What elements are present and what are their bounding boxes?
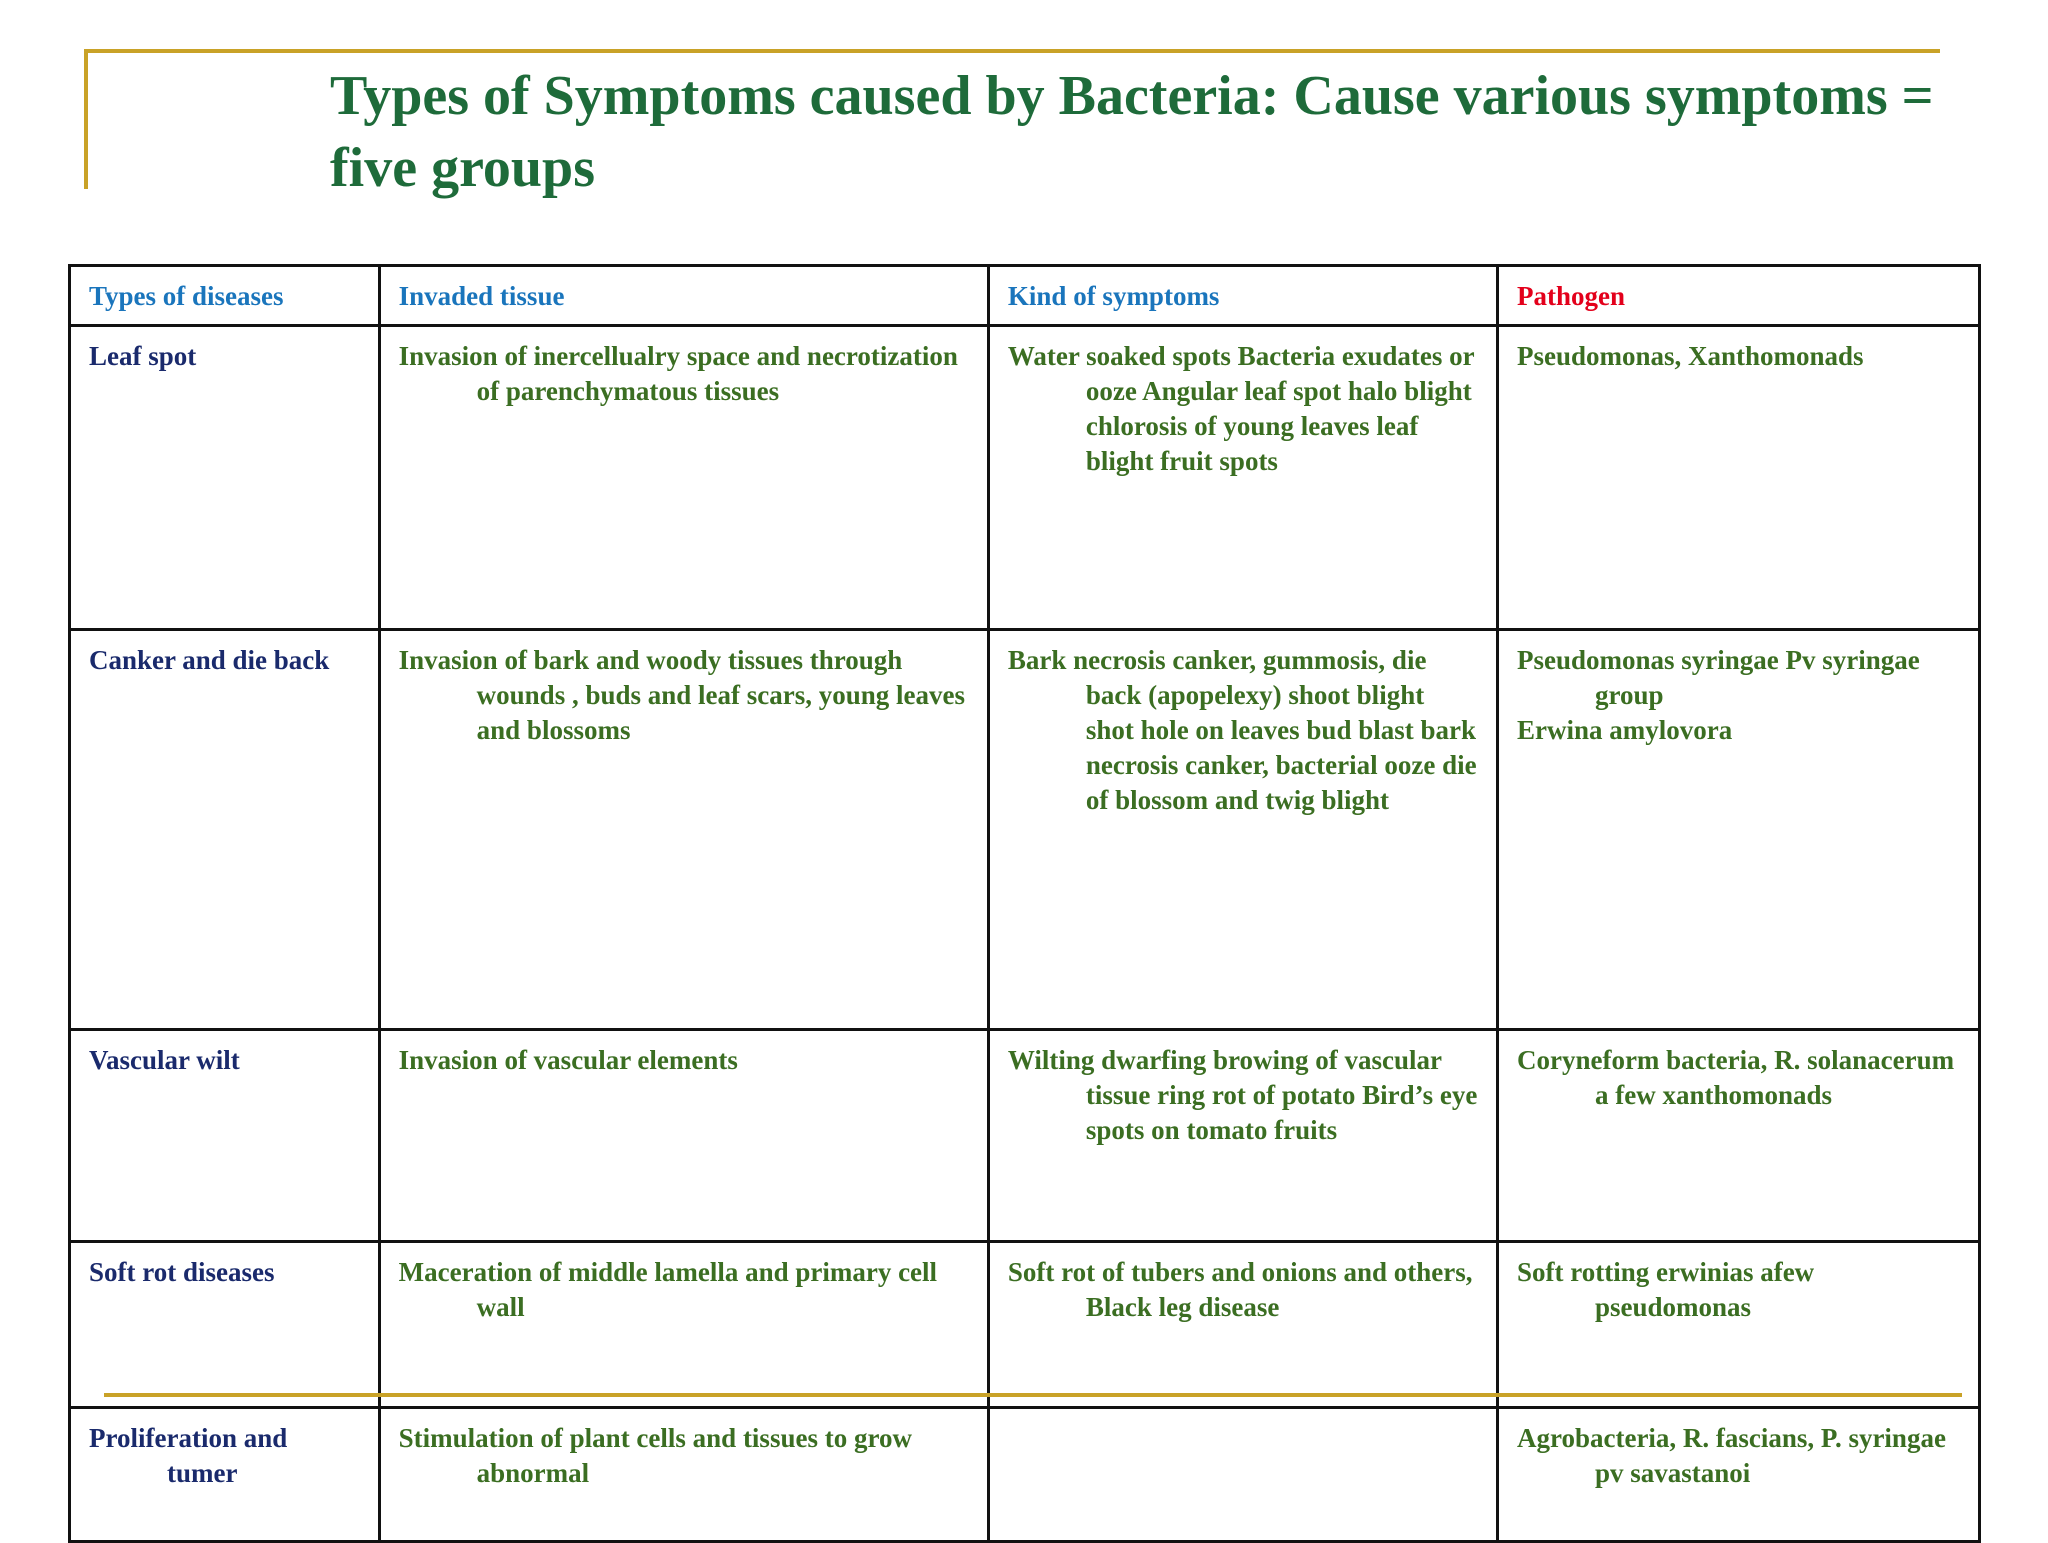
invaded-tissue-text: Invasion of vascular elements bbox=[398, 1045, 738, 1075]
header-types-of-diseases: Types of diseases bbox=[70, 266, 380, 326]
invaded-tissue-cell bbox=[379, 1030, 988, 1242]
gold-accent-line-left bbox=[84, 49, 88, 189]
symptoms-text: Wilting dwarfing browing of vascular tissue ring rot of potato Bird’s eye spots on tomato fruits bbox=[1007, 1045, 1478, 1145]
pathogen-cell bbox=[1497, 326, 1979, 630]
symptoms-cell bbox=[988, 326, 1497, 630]
table-row bbox=[70, 1408, 1980, 1542]
disease-table-container bbox=[68, 264, 1981, 1543]
disease-type-text: Canker and die back bbox=[89, 645, 330, 675]
disease-type-cell bbox=[70, 1030, 380, 1242]
pathogen-cell bbox=[1497, 1242, 1979, 1408]
gold-accent-line-bottom bbox=[104, 1393, 1962, 1397]
invaded-tissue-text: Maceration of middle lamella and primary cell wall bbox=[398, 1257, 938, 1322]
disease-type-cell bbox=[70, 1242, 380, 1408]
table-row bbox=[70, 1242, 1980, 1408]
disease-type-text: Soft rot diseases bbox=[89, 1257, 275, 1287]
pathogen-text: Erwina amylovora bbox=[1516, 715, 1733, 745]
pathogen-text: Soft rotting erwinias afew pseudomonas bbox=[1516, 1257, 1815, 1322]
symptoms-cell bbox=[988, 1030, 1497, 1242]
symptoms-text: Water soaked spots Bacteria exudates or ooze Angular leaf spot halo blight chlorosis of young leaves leaf blight fruit spots bbox=[1007, 341, 1475, 476]
pathogen-text: Pseudomonas syringae Pv syringae group bbox=[1516, 645, 1920, 710]
slide-title: Types of Symptoms caused by Bacteria: Cause various symptoms = five groups bbox=[330, 65, 1934, 199]
disease-table bbox=[68, 264, 1981, 1543]
header-pathogen: Pathogen bbox=[1497, 266, 1979, 326]
header-invaded-tissue: Invaded tissue bbox=[379, 266, 988, 326]
disease-type-cell bbox=[70, 1408, 380, 1542]
pathogen-text: Pseudomonas, Xanthomonads bbox=[1516, 341, 1864, 371]
pathogen-text: Coryneform bacteria, R. solanacerum a few xanthomonads bbox=[1516, 1045, 1955, 1110]
pathogen-text: Agrobacteria, R. fascians, P. syringae pv savastanoi bbox=[1516, 1423, 1946, 1488]
disease-type-text: Leaf spot bbox=[89, 341, 197, 371]
table-header-row bbox=[70, 266, 1980, 326]
table-row bbox=[70, 1030, 1980, 1242]
symptoms-text: Soft rot of tubers and onions and others, Black leg disease bbox=[1007, 1257, 1473, 1322]
disease-type-cell bbox=[70, 326, 380, 630]
invaded-tissue-cell bbox=[379, 1242, 988, 1408]
invaded-tissue-text: Invasion of bark and woody tissues through wounds , buds and leaf scars, young leaves and blossoms bbox=[398, 645, 966, 745]
disease-type-cell bbox=[70, 630, 380, 1030]
invaded-tissue-text: Stimulation of plant cells and tissues to grow abnormal bbox=[398, 1423, 912, 1488]
invaded-tissue-cell bbox=[379, 630, 988, 1030]
disease-type-text: Proliferation and tumer bbox=[89, 1423, 288, 1488]
pathogen-cell bbox=[1497, 630, 1979, 1030]
disease-type-text: Vascular wilt bbox=[89, 1045, 240, 1075]
invaded-tissue-cell bbox=[379, 326, 988, 630]
table-row bbox=[70, 326, 1980, 630]
symptoms-cell bbox=[988, 1242, 1497, 1408]
table-row bbox=[70, 630, 1980, 1030]
symptoms-text: Bark necrosis canker, gummosis, die back (apopelexy) shoot blight shot hole on leaves bud blast bark necrosis canker, bacterial ooze die of blossom and twig blight bbox=[1007, 645, 1477, 815]
invaded-tissue-cell bbox=[379, 1408, 988, 1542]
symptoms-cell bbox=[988, 1408, 1497, 1542]
invaded-tissue-text: Invasion of inercellualry space and necrotization of parenchymatous tissues bbox=[398, 341, 958, 406]
symptoms-cell bbox=[988, 630, 1497, 1030]
header-kind-of-symptoms: Kind of symptoms bbox=[988, 266, 1497, 326]
pathogen-cell bbox=[1497, 1030, 1979, 1242]
pathogen-cell bbox=[1497, 1408, 1979, 1542]
gold-accent-line-top bbox=[84, 49, 1940, 53]
